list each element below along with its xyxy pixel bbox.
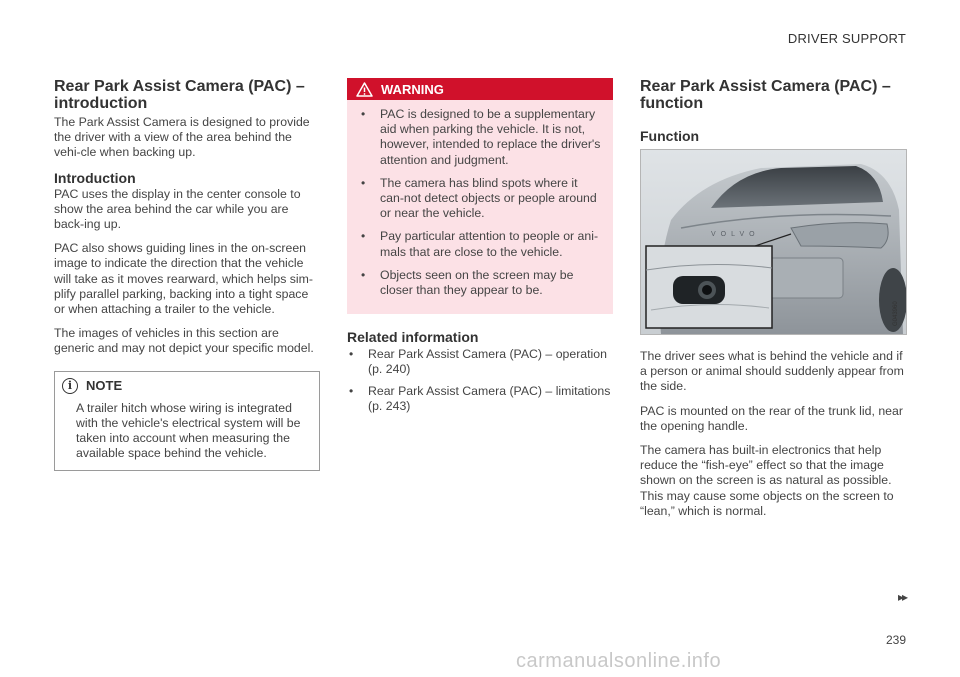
warning-item: • Objects seen on the screen may be closer than they appear to be.	[359, 268, 601, 298]
next-page-arrow-icon[interactable]: ▸▸	[897, 590, 906, 604]
note-label: NOTE	[86, 378, 123, 394]
introduction-heading: Introduction	[54, 169, 136, 186]
intro-paragraph: PAC uses the display in the center console to show the area behind the car while you are back-ing up.	[54, 186, 301, 232]
car-rear-image	[641, 150, 906, 334]
image-code: G043960	[893, 301, 899, 326]
section-title: DRIVER SUPPORT	[787, 31, 906, 46]
function-paragraph: The driver sees what is behind the vehicle and if a person or animal should suddenly appear from the side.	[640, 349, 904, 394]
note-box	[54, 371, 320, 472]
function-paragraph: The camera has built-in electronics that help reduce the “fish-eye” effect so that the image shown on the screen is as natural as possible. This may cause some objects on the screen to “lean,” which is normal.	[640, 443, 894, 518]
page-title-function: Rear Park Assist Camera (PAC) – function	[640, 78, 891, 112]
related-link-operation[interactable]: • Rear Park Assist Camera (PAC) – operation (p. 240)	[347, 347, 613, 377]
column-function	[640, 78, 907, 528]
warning-item: • PAC is designed to be a supplementary aid when parking the vehicle. It is not, however, intended to replace the driver's attention and judgment.	[359, 107, 601, 168]
warning-item: • The camera has blind spots where it can-not detect objects or people around or near the vehicle.	[359, 176, 601, 222]
related-information	[347, 329, 613, 414]
car-badge: VOLVO	[711, 231, 760, 238]
intro-paragraph: PAC also shows guiding lines in the on-screen image to indicate the direction that the vehicle will take as it moves rearward, which helps sim-plify parallel parking, backing into a tight space or when attaching a trailer to the vehicle.	[54, 241, 313, 317]
warning-header	[347, 78, 613, 100]
warning-label: WARNING	[381, 81, 444, 97]
watermark: carmanualsonline.info	[516, 650, 722, 672]
related-list	[347, 347, 613, 414]
warning-triangle-icon	[356, 82, 373, 97]
rear-camera-illustration	[640, 149, 907, 335]
function-paragraph: PAC is mounted on the rear of the trunk lid, near the opening handle.	[640, 403, 903, 433]
column-warning	[347, 78, 613, 422]
intro-paragraph: The images of vehicles in this section are generic and may not depict your specific model.	[54, 326, 314, 356]
column-intro	[54, 78, 320, 471]
info-icon: i	[62, 378, 78, 394]
intro-lead: The Park Assist Camera is designed to provide the driver with a view of the area behind the vehi-cle when backing up.	[54, 115, 310, 160]
warning-list	[359, 107, 601, 298]
related-link-limitations[interactable]: • Rear Park Assist Camera (PAC) – limitations (p. 243)	[347, 384, 613, 414]
note-header	[55, 372, 319, 398]
warning-box	[347, 78, 613, 314]
note-text: A trailer hitch whose wiring is integrated with the vehicle's electrical system will be taken into account when measuring the available space behind the vehicle.	[76, 400, 301, 461]
function-heading: Function	[640, 128, 700, 144]
page-number: 239	[885, 633, 906, 647]
related-heading: Related information	[347, 329, 479, 346]
warning-item: • Pay particular attention to people or ani-mals that are close to the vehicle.	[359, 229, 601, 259]
page-title-intro: Rear Park Assist Camera (PAC) – introduction	[54, 78, 305, 112]
